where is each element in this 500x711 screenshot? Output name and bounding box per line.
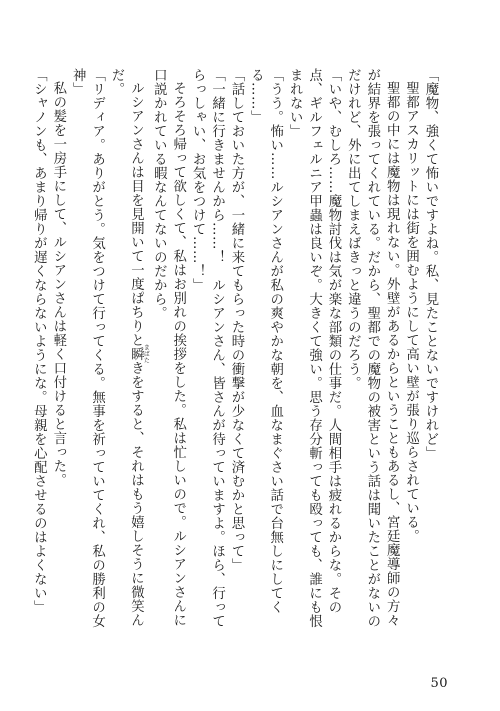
page-number: 50 xyxy=(430,676,448,691)
text-line-12: 「シャノンも、あまり帰りが遅くならないようにな。母親を心配させるのはよくない」 xyxy=(31,68,47,614)
text-line-8: そろそろ帰って欲しくて、私はお別れの挨拶をした。私は忙しいので。ルシアンさんに口説かれている暇なんてないのだから。 xyxy=(151,68,186,628)
ruby-annotation: 瞬 まばた xyxy=(128,344,150,365)
text-line-1: 「魔物、強くて怖いですよね。私、見たことないですけれど」 xyxy=(423,68,438,460)
ruby-reading: まばた xyxy=(142,344,150,365)
vertical-text-block xyxy=(31,68,440,638)
text-line-11: 私の髪を一房手にして、ルシアンさんは軽く口付けると言った。 xyxy=(50,81,66,488)
text-line-2: 聖都アスカリットには街を囲むようにして高い壁が張り巡らされている。 xyxy=(403,81,419,544)
text-line-9: ルシアンさんは目を見開いて一度ぱちりと瞬 まばたきをすると、それはもう嬉しそうに微笑んだ。 xyxy=(109,68,150,628)
text-line-6: 「話しておいた方が、一緒に来てもらった時の衝撃が少なくて済むかと思って」 xyxy=(228,68,244,572)
text-line-10: 「リディア。ありがとう。気をつけて行ってくる。無事を祈っていてくれ、私の勝利の女神」 xyxy=(70,68,105,628)
text-line-4: 「いや、むしろ……魔物討伐は気が楽な部類の仕事だ。人間相手は疲れるからな。その点、ギルフェルニア甲蟲は良いぞ。大きくて強い。思う存分斬っても殴っても、誰にも恨まれない」 xyxy=(287,68,341,628)
text-line-5: 「うう。怖い……ルシアンさんが私の爽やかな朝を、血なまぐさい話で台無しにしてくる……」 xyxy=(248,68,283,614)
text-line-7: 「一緒に行きませんから……！ ルシアンさん、皆さんが待っていますよ。ほら、行ってらっしゃい、お気をつけて……！」 xyxy=(190,68,225,628)
text-line-3: 聖都の中には魔物は現れない。外壁があるからということもあるし、宮廷魔導師の方々が結界を張ってくれている。だから、聖都での魔物の被害という話は聞いたことがないのだけれど、外に出てしまえばきっと違うのだろう。 xyxy=(345,68,400,628)
